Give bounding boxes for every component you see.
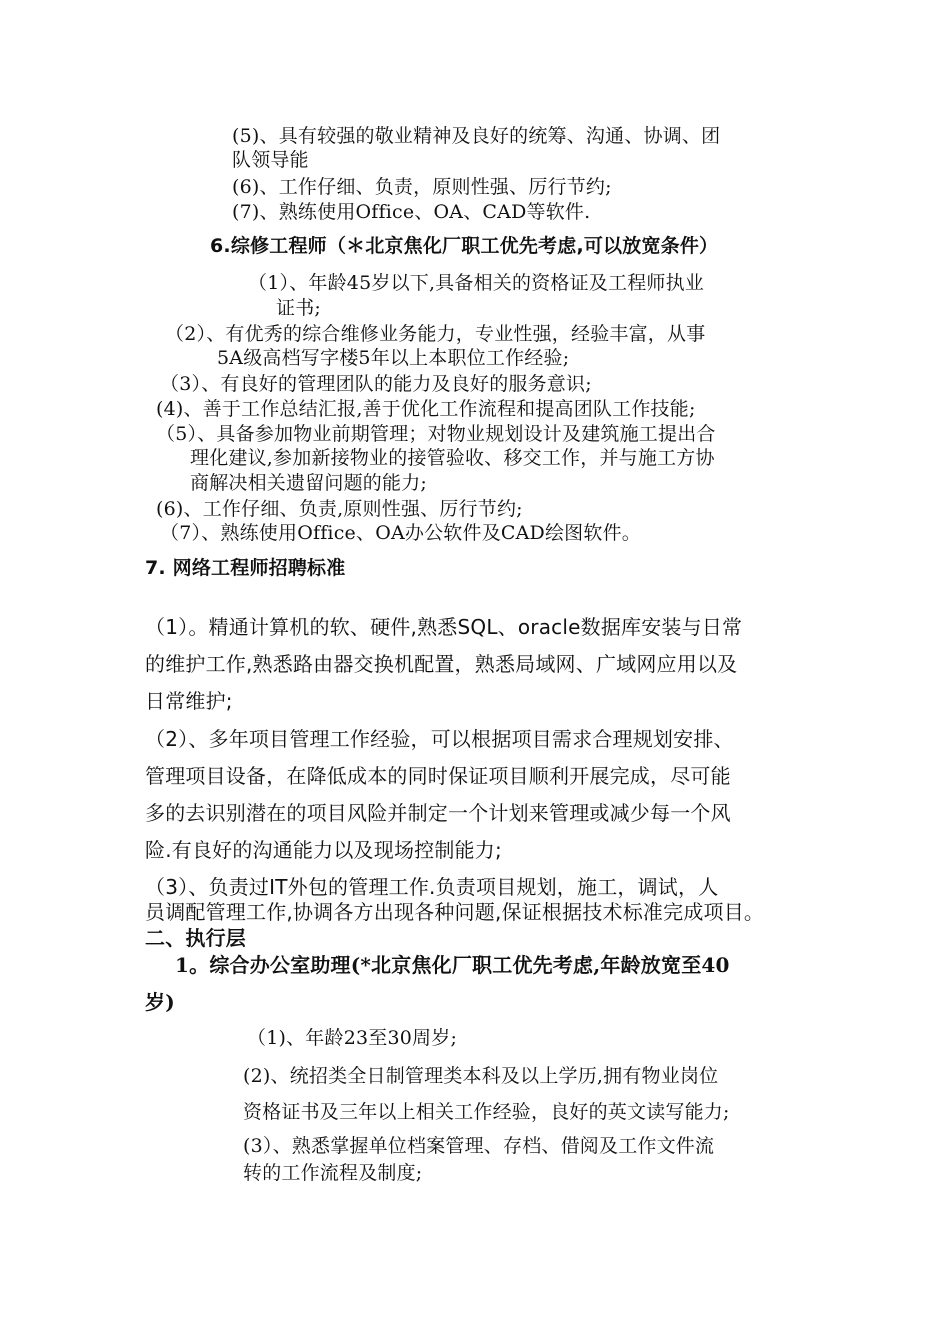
section-heading: 6.综修工程师（＊北京焦化厂职工优先考虑,可以放宽条件）	[210, 235, 719, 257]
requirement-item: (4)、善于工作总结汇报,善于优化工作流程和提高团队工作技能;	[156, 398, 696, 420]
requirement-item: (2)、统招类全日制管理类本科及以上学历,拥有物业岗位	[243, 1065, 719, 1087]
requirement-item-continued: 转的工作流程及制度;	[243, 1162, 423, 1184]
requirement-item: （7）、熟练使用Office、OA办公软件及CAD绘图软件。	[160, 522, 641, 544]
requirement-item-continued: 多的去识别潜在的项目风险并制定一个计划来管理或减少每一个风	[145, 801, 731, 825]
requirement-item: （3）、有良好的管理团队的能力及良好的服务意识;	[160, 373, 592, 395]
requirement-item: (7)、熟练使用Office、OA、CAD等软件.	[232, 201, 591, 223]
requirement-item-continued: 5A级高档写字楼5年以上本职位工作经验;	[217, 347, 570, 369]
requirement-item-continued: 员调配管理工作,协调各方出现各种问题,保证根据技术标准完成项目。	[145, 900, 765, 924]
requirement-item: (5)、具有较强的敬业精神及良好的统筹、沟通、协调、团	[232, 125, 721, 147]
requirement-item: （5）、具备参加物业前期管理；对物业规划设计及建筑施工提出合	[156, 423, 716, 445]
requirement-item: （1)、年龄23至30周岁;	[247, 1027, 458, 1049]
requirement-item: （1）、年龄45岁以下,具备相关的资格证及工程师执业	[248, 272, 705, 294]
requirement-item: (3）、熟悉掌握单位档案管理、存档、借阅及工作文件流	[243, 1135, 715, 1157]
requirement-item-continued: 管理项目设备，在降低成本的同时保证项目顺利开展完成，尽可能	[145, 764, 731, 788]
position-title-continued: 岁)	[145, 990, 175, 1014]
requirement-item: （2）、多年项目管理工作经验，可以根据项目需求合理规划安排、	[145, 727, 734, 751]
requirement-item: (6)、工作仔细、负责,原则性强、厉行节约;	[156, 498, 523, 520]
position-title: 1。综合办公室助理(*北京焦化厂职工优先考虑,年龄放宽至40	[175, 953, 730, 977]
section-heading: 7. 网络工程师招聘标准	[145, 557, 346, 579]
requirement-item: (6)、工作仔细、负责，原则性强、厉行节约;	[232, 176, 612, 198]
requirement-item-continued: 资格证书及三年以上相关工作经验，良好的英文读写能力;	[243, 1101, 730, 1123]
requirement-item-continued: 队领导能	[232, 149, 309, 171]
requirement-item-continued: 理化建议,参加新接物业的接管验收、移交工作，并与施工方协	[190, 447, 715, 469]
requirement-item-continued: 日常维护;	[145, 689, 233, 713]
requirement-item-continued: 险.有良好的沟通能力以及现场控制能力;	[145, 838, 502, 862]
requirement-item: （2）、有优秀的综合维修业务能力，专业性强，经验丰富，从事	[165, 323, 706, 345]
requirement-item: （3）、负责过IT外包的管理工作.负责项目规划，施工，调试，人	[145, 875, 719, 899]
requirement-item: （1）。精通计算机的软、硬件,熟悉SQL、oracle数据库安装与日常	[145, 615, 743, 639]
requirement-item-continued: 证书;	[276, 297, 322, 319]
requirement-item-continued: 的维护工作,熟悉路由器交换机配置，熟悉局域网、广域网应用以及	[145, 652, 738, 676]
requirement-item-continued: 商解决相关遗留问题的能力;	[190, 472, 428, 494]
section-heading: 二、执行层	[145, 926, 246, 950]
